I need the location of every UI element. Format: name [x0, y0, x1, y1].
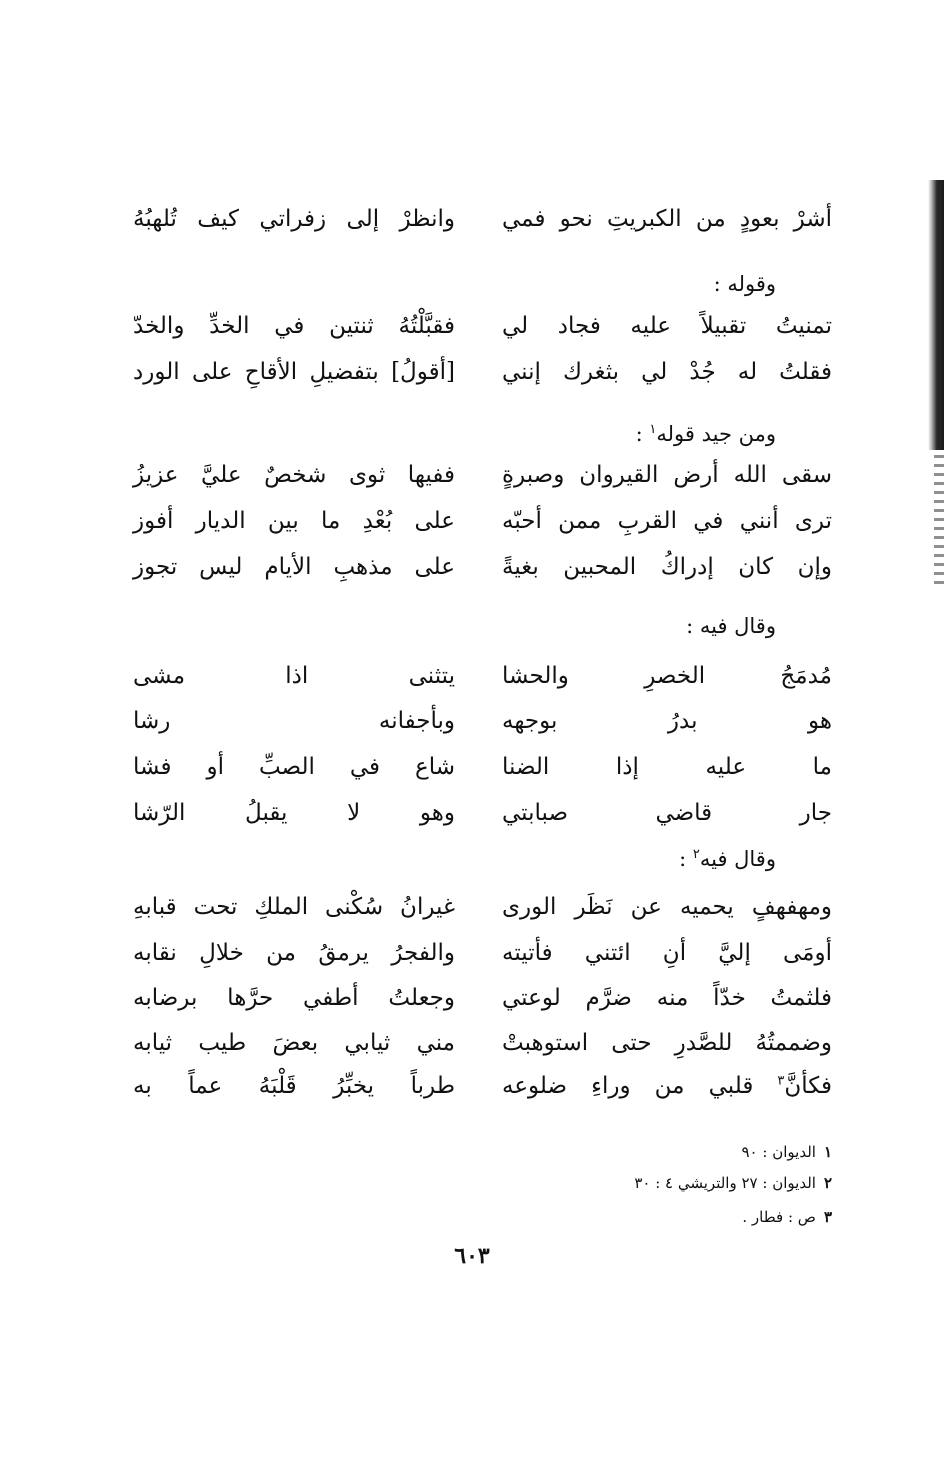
verse-first-hemistich: تمنيتُ تقبيلاً عليه فجاد لي: [502, 313, 832, 339]
verse-second-hemistich: على مذهبِ الأيام ليس تجوز: [133, 554, 455, 580]
verse-second-hemistich: ففيها ثوى شخصٌ عليَّ عزيزُ: [133, 462, 455, 488]
verse-row: [0, 352, 944, 392]
intro-text: ومن جيد قوله: [656, 422, 776, 446]
footnote-marker: ١: [649, 422, 657, 437]
verse-second-hemistich: فقبَّلْتُهُ ثنتين في الخدِّ والخدّ: [133, 313, 455, 339]
verse-second-hemistich: يتثنى اذا مشى: [133, 663, 455, 689]
intro-tail: :: [635, 422, 650, 446]
verse-first-hemistich: فلثمتُ خدّاً منه ضرَّم لوعتي: [502, 985, 832, 1011]
verse-second-hemistich: طرباً يخبِّرُ قَلْبَهُ عماً به: [133, 1073, 455, 1099]
footnote: [742, 1141, 833, 1163]
verse-second-hemistich: وهو لا يقبلُ الرّشا: [133, 800, 455, 826]
verse-second-hemistich: مني ثيابي بعضَ طيب ثيابه: [133, 1030, 455, 1056]
verse-first-hemistich: سقى الله أرض القيروان وصبرةٍ: [502, 462, 832, 488]
verse-second-hemistich: وجعلتُ أطفي حرَّها برضابه: [133, 985, 455, 1011]
verse-row: [0, 933, 944, 973]
verse-text: قلبي من وراءِ ضلوعه: [502, 1073, 778, 1099]
verse-second-hemistich: على بُعْدِ ما بين الديار أفوز: [133, 508, 455, 534]
verse-row: [0, 656, 944, 696]
verse-second-hemistich: وانظرْ إلى زفراتي كيف تُلهبُهُ: [133, 206, 455, 232]
verse-first-hemistich: ما عليه إذا الضنا: [502, 754, 832, 780]
footnote-number: ٢: [823, 1174, 832, 1192]
verse-row: [0, 1023, 944, 1063]
verse-row: [0, 501, 944, 541]
verse-row: [0, 547, 944, 587]
footnote-text: الديوان : ٢٧ والتريشي ٤ : ٣٠: [634, 1174, 816, 1192]
footnote: [742, 1206, 832, 1228]
verse-row: [0, 978, 944, 1018]
verse-second-hemistich: وبأجفانه رشا: [133, 708, 455, 734]
verse-row: [0, 793, 944, 833]
section-intro: وقال فيه :: [686, 614, 776, 638]
footnote-number: ٣: [823, 1208, 832, 1226]
footnote-marker: ٣: [777, 1073, 785, 1089]
verse-first-hemistich: ومهفهفٍ يحميه عن نَظَر الورى: [502, 894, 832, 920]
page-number: ٦٠٣: [454, 1243, 490, 1269]
verse-first-hemistich: وإن كان إدراكُ المحبين بغيةً: [502, 554, 832, 580]
verse-row: [0, 455, 944, 495]
verse-second-hemistich: [أقولُ] بتفضيلِ الأقاحِ على الورد: [133, 359, 455, 385]
verse-first-hemistich: [502, 1066, 832, 1106]
verse-second-hemistich: شاع في الصبِّ أو فشا: [133, 754, 455, 780]
footnote-number: ١: [823, 1143, 832, 1161]
section-intro: وقوله :: [713, 272, 776, 296]
footnote: [634, 1172, 832, 1194]
intro-text: وقال فيه: [699, 847, 776, 871]
verse-first-hemistich: أومَى إليَّ أنِ ائتني فأتيته: [502, 940, 832, 966]
verse-row: [0, 701, 944, 741]
footnote-text: ص : فطار .: [742, 1208, 816, 1226]
verse-first-hemistich: جار قاضي صبابتي: [502, 800, 832, 826]
verse-first-hemistich: ترى أنني في القربِ ممن أحبّه: [502, 508, 832, 534]
verse-row: [0, 199, 944, 239]
verse-second-hemistich: غيرانُ سُكْنى الملكِ تحت قبابهِ: [133, 894, 455, 920]
section-intro: [636, 418, 776, 450]
verse-second-hemistich: والفجرُ يرمقُ من خلالِ نقابه: [133, 940, 455, 966]
verse-text: فكأنَّ: [784, 1073, 832, 1099]
verse-row: [0, 887, 944, 927]
section-intro: [679, 843, 776, 875]
verse-first-hemistich: أشرْ بعودٍ من الكبريتِ نحو فمي: [502, 206, 832, 232]
intro-tail: :: [679, 847, 693, 871]
verse-first-hemistich: مُدمَجُ الخصرِ والحشا: [502, 663, 832, 689]
verse-row: [0, 747, 944, 787]
verse-row: [0, 306, 944, 346]
verse-first-hemistich: وضممتُهُ للصَّدرِ حتى استوهبتْ: [502, 1030, 832, 1056]
verse-row: [0, 1066, 944, 1106]
verse-first-hemistich: فقلتُ له جُدْ لي بثغرك إنني: [502, 359, 832, 385]
verse-first-hemistich: هو بدرُ بوجهه: [502, 708, 832, 734]
footnote-marker: ٢: [692, 847, 700, 862]
footnote-text: الديوان : ٩٠: [741, 1143, 816, 1161]
